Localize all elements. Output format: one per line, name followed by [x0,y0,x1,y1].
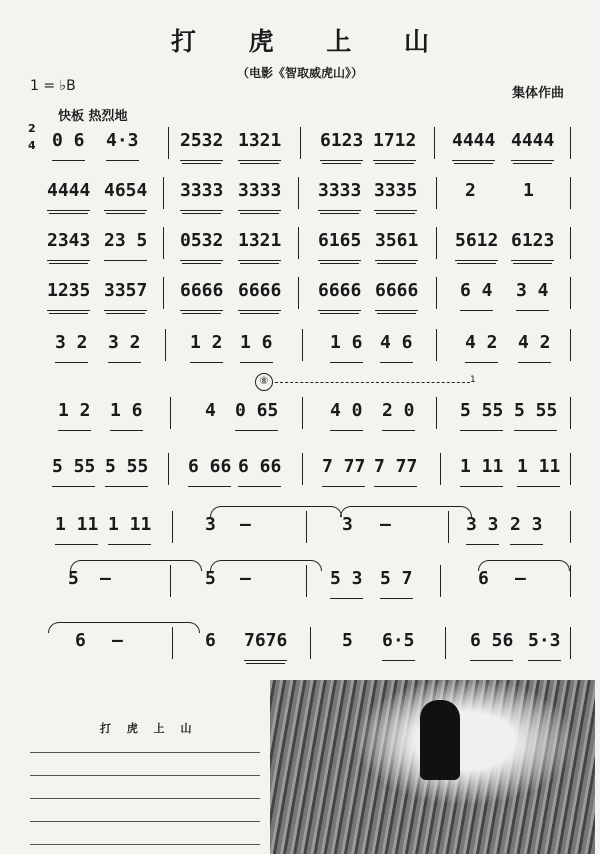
bar-line [168,453,169,485]
inset-staff-line [30,798,260,799]
note-group: 5 55 [52,448,95,487]
bar-line [298,277,299,309]
note-group: 3 [342,514,353,535]
note-group: 5 7 [380,560,413,599]
inset-title: 打 虎 上 山 [100,722,198,735]
note-group: 1 6 [240,324,273,363]
inset-staff-line [30,775,260,776]
bar-line [298,177,299,209]
tie-slur [70,560,202,571]
rehearsal-marker: ⑧ [255,373,273,391]
note-group: 0532 [180,222,223,261]
film-still-photo [270,680,595,854]
note-group: 2532 [180,122,223,161]
bar-line [570,565,571,597]
inset-staff-line [30,821,260,822]
note-group: 4 2 [465,324,498,363]
bar-line [302,329,303,361]
note-group: — [100,568,111,589]
photo-figure [420,700,460,780]
tie-slur [210,506,342,517]
bar-line [310,627,311,659]
bar-line [570,453,571,485]
key-signature: 1 = ♭B [30,78,76,94]
bar-line [436,329,437,361]
bar-line [170,397,171,429]
tie-slur [478,560,570,571]
bar-line [445,627,446,659]
bar-line [163,227,164,259]
note-group: 7 77 [322,448,365,487]
note-group: 6 4 [460,272,493,311]
note-group: 3335 [374,172,417,211]
note-group: 3 3 [466,506,499,545]
note-group: 3333 [318,172,361,211]
bar-line [300,127,301,159]
note-group: 3 2 [55,324,88,363]
score-row [0,392,600,452]
bar-line [168,127,169,159]
bar-line [440,565,441,597]
note-group: 4444 [452,122,495,161]
bar-line [434,127,435,159]
note-group: 4444 [47,172,90,211]
note-group: 1321 [238,122,281,161]
note-group: 5 3 [330,560,363,599]
bar-line [163,277,164,309]
note-group: 4 6 [380,324,413,363]
page-title: 打 虎 上 山 [170,27,452,56]
note-group: 4 2 [518,324,551,363]
bar-line [165,329,166,361]
note-group: 3 4 [516,272,549,311]
tempo-marking: 快板 热烈地 [58,109,128,124]
page-subtitle: （电影《智取威虎山》） [236,66,363,80]
bar-line [570,127,571,159]
score-row [0,324,600,384]
note-group: — [240,568,251,589]
note-group: — [380,514,391,535]
note-group: 2 [465,180,476,201]
bar-line [570,397,571,429]
note-group: 2 3 [510,506,543,545]
note-group: 1 11 [108,506,151,545]
note-group: 5 [205,568,216,589]
note-group: 1712 [373,122,416,161]
bar-line [436,277,437,309]
note-group: 6 56 [470,622,513,661]
note-group: 6666 [375,272,418,311]
note-group: 6 66 [238,448,281,487]
note-group: 1235 [47,272,90,311]
note-group: 0 65 [235,392,278,431]
note-group: 6123 [511,222,554,261]
inset-score-thumbnail [20,700,260,850]
inset-staff-line [30,752,260,753]
note-group: 3357 [104,272,147,311]
bar-line [570,511,571,543]
bar-line [436,177,437,209]
tie-slur [340,506,472,517]
score-row [0,272,600,332]
bar-line [570,329,571,361]
note-group: 5612 [455,222,498,261]
note-group: 6 [205,630,216,651]
bar-line [570,227,571,259]
note-group: 3 2 [108,324,141,363]
composer: 集体作曲 [512,86,565,101]
note-group: 2 0 [382,392,415,431]
bar-line [570,177,571,209]
note-group: 4·3 [106,122,139,161]
tie-slur [210,560,322,571]
note-group: 5·3 [528,622,561,661]
time-signature-bottom: 4 [28,139,36,152]
note-group: 4444 [511,122,554,161]
note-group: 4 [205,400,216,421]
note-group: 6 [75,630,86,651]
note-group: 1321 [238,222,281,261]
score-row [0,448,600,508]
note-group: — [112,630,123,651]
note-group: 23 5 [104,222,147,261]
note-group: 3561 [375,222,418,261]
note-group: 6666 [180,272,223,311]
note-group: 3333 [238,172,281,211]
note-group: 6·5 [382,622,415,661]
rehearsal-bracket [275,382,470,389]
note-group: 1 [523,180,534,201]
note-group: 3333 [180,172,223,211]
rehearsal-marker-end: 1 [470,375,476,385]
bar-line [298,227,299,259]
bar-line [302,397,303,429]
bar-line [570,277,571,309]
bar-line [570,627,571,659]
bar-line [436,227,437,259]
bar-line [436,397,437,429]
note-group: 5 [68,568,79,589]
note-group: 0 6 [52,122,85,161]
note-group: 1 11 [517,448,560,487]
note-group: 1 2 [190,324,223,363]
bar-line [440,453,441,485]
bar-line [172,511,173,543]
note-group: 4654 [104,172,147,211]
note-group: 6 66 [188,448,231,487]
bar-line [163,177,164,209]
note-group: 2343 [47,222,90,261]
note-group: 1 2 [58,392,91,431]
note-group: 5 [342,630,353,651]
note-group: 1 11 [460,448,503,487]
note-group: 1 6 [330,324,363,363]
note-group: 5 55 [105,448,148,487]
note-group: — [240,514,251,535]
note-group: 6666 [318,272,361,311]
note-group: 1 11 [55,506,98,545]
note-group: 3 [205,514,216,535]
note-group: 6666 [238,272,281,311]
note-group: — [515,568,526,589]
note-group: 6123 [320,122,363,161]
note-group: 4 0 [330,392,363,431]
bar-line [302,453,303,485]
tie-slur [48,622,200,633]
note-group: 5 55 [460,392,503,431]
note-group: 6 [478,568,489,589]
note-group: 7 77 [374,448,417,487]
inset-staff-line [30,844,260,845]
note-group: 5 55 [514,392,557,431]
note-group: 1 6 [110,392,143,431]
time-signature-top: 2 [28,122,36,135]
note-group: 6165 [318,222,361,261]
note-group: 7676 [244,622,287,661]
